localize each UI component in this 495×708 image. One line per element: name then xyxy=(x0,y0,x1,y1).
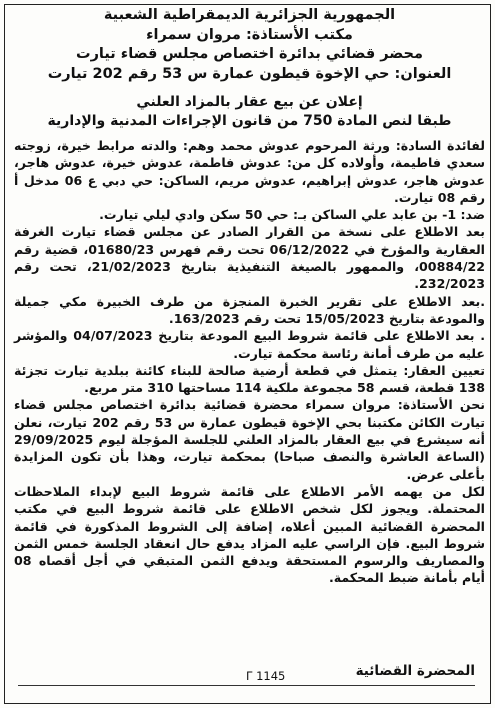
sale-conditions-paragraph: . بعد الاطلاع على قائمة شروط البيع المودعة بتاريخ 04/07/2023 والمؤشر عليه من طرف أمانة رئاسة محكمة تيارت. xyxy=(14,328,485,361)
defendant-paragraph: ضد: 1- بن عابد علي الساكن بـ: حي 50 سكن وادي ليلي تيارت. xyxy=(99,207,485,223)
document-footer xyxy=(14,663,475,687)
document-header xyxy=(14,6,485,84)
property-description-paragraph: تعيين العقار: يتمثل في قطعة أرضية صالحة للبناء كائنة ببلدية تيارت تجزئة 138 قطعة، قسم 58 مجموعة ملكية 114 مساحتها 310 متر مربع. xyxy=(14,362,485,396)
auction-notice-paragraph: نحن الأستاذة: مروان سمراء محضرة قضائية بدائرة اختصاص مجلس قضاء تيارت الكائن مكتبنا بحي الإخوة قيطون عمارة س 53 رقم 202 تيارت، نعلن أنه سيشرع في بيع العقار بالمزاد العلني للجلسة المؤجلة ليوم 29/09/2025 (الساعة العاشرة والنصف صباحا) بمحكمة تيارت، وهذا بأن تكون المزايدة بأعلى عرض. xyxy=(14,397,485,482)
office-name: مكتب الأستاذة: مروان سمراء xyxy=(146,26,353,43)
publication-number: Γ 1145 xyxy=(246,669,286,683)
footer-rule xyxy=(18,685,475,686)
bailiff-jurisdiction: محضر قضائي بدائرة اختصاص مجلس قضاء تيارت xyxy=(76,46,423,62)
announcement-title xyxy=(14,93,485,131)
bailiff-signature: المحضرة القضائية xyxy=(355,663,475,679)
republic-title: الجمهورية الجزائرية الديمقراطية الشعبية xyxy=(103,7,396,23)
announcement-heading: إعلان عن بيع عقار بالمزاد العلني xyxy=(136,94,363,110)
announcement-body xyxy=(14,137,485,587)
legal-basis: طبقا لنص المادة 750 من قانون الإجراءات المدنية والإدارية xyxy=(47,113,452,129)
office-address: العنوان: حي الإخوة قيطون عمارة س 53 رقم 202 تيارت xyxy=(47,65,452,82)
document-content xyxy=(14,6,485,587)
beneficiaries-paragraph: لفائدة السادة: ورثة المرحوم عدوش محمد وهم: والدته مرابط خيرة، زوجته سعدي فاطيمة، وأولاده كل من: عدوش فاطمة، عدوش خيرة، عدوش هاجر، عدوش هاجر، عدوش إبراهيم، عدوش مريم، الساكن: حي دبي ع 06 مدخل أ رقم 08 تيارت. xyxy=(14,138,485,205)
court-decision-paragraph: بعد الاطلاع على نسخة من القرار الصادر عن مجلس قضاء تيارت الغرفة العقارية والمؤرخ في 06/12/2022 تحت رقم فهرس 01680/23، قضية رقم 00884/22، والممهور بالصيغة التنفيذية بتاريخ 21/02/2023، تحت رقم 232/2023. xyxy=(14,224,485,292)
payment-terms-paragraph: لكل من يهمه الأمر الاطلاع على قائمة شروط البيع لإبداء الملاحظات المحتملة. ويجوز لكل شخص الاطلاع على قائمة شروط البيع في مكتب المحضرة القضائية المبين أعلاه، إضافة إلى الشروط المذكورة في قائمة شروط البيع. فإن الراسي عليه المزاد يدفع حال انعقاد الجلسة خمس الثمن والمصاريف والرسوم المستحقة ويدفع الثمن المتبقي في أجل أقصاه 08 أيام بأمانة ضبط المحكمة. xyxy=(14,483,485,586)
expert-report-paragraph: .بعد الاطلاع على تقرير الخبرة المنجزة من طرف الخبيرة مكي جميلة والمودعة بتاريخ 15/05/2023 تحت رقم 163/2023. xyxy=(14,293,485,326)
